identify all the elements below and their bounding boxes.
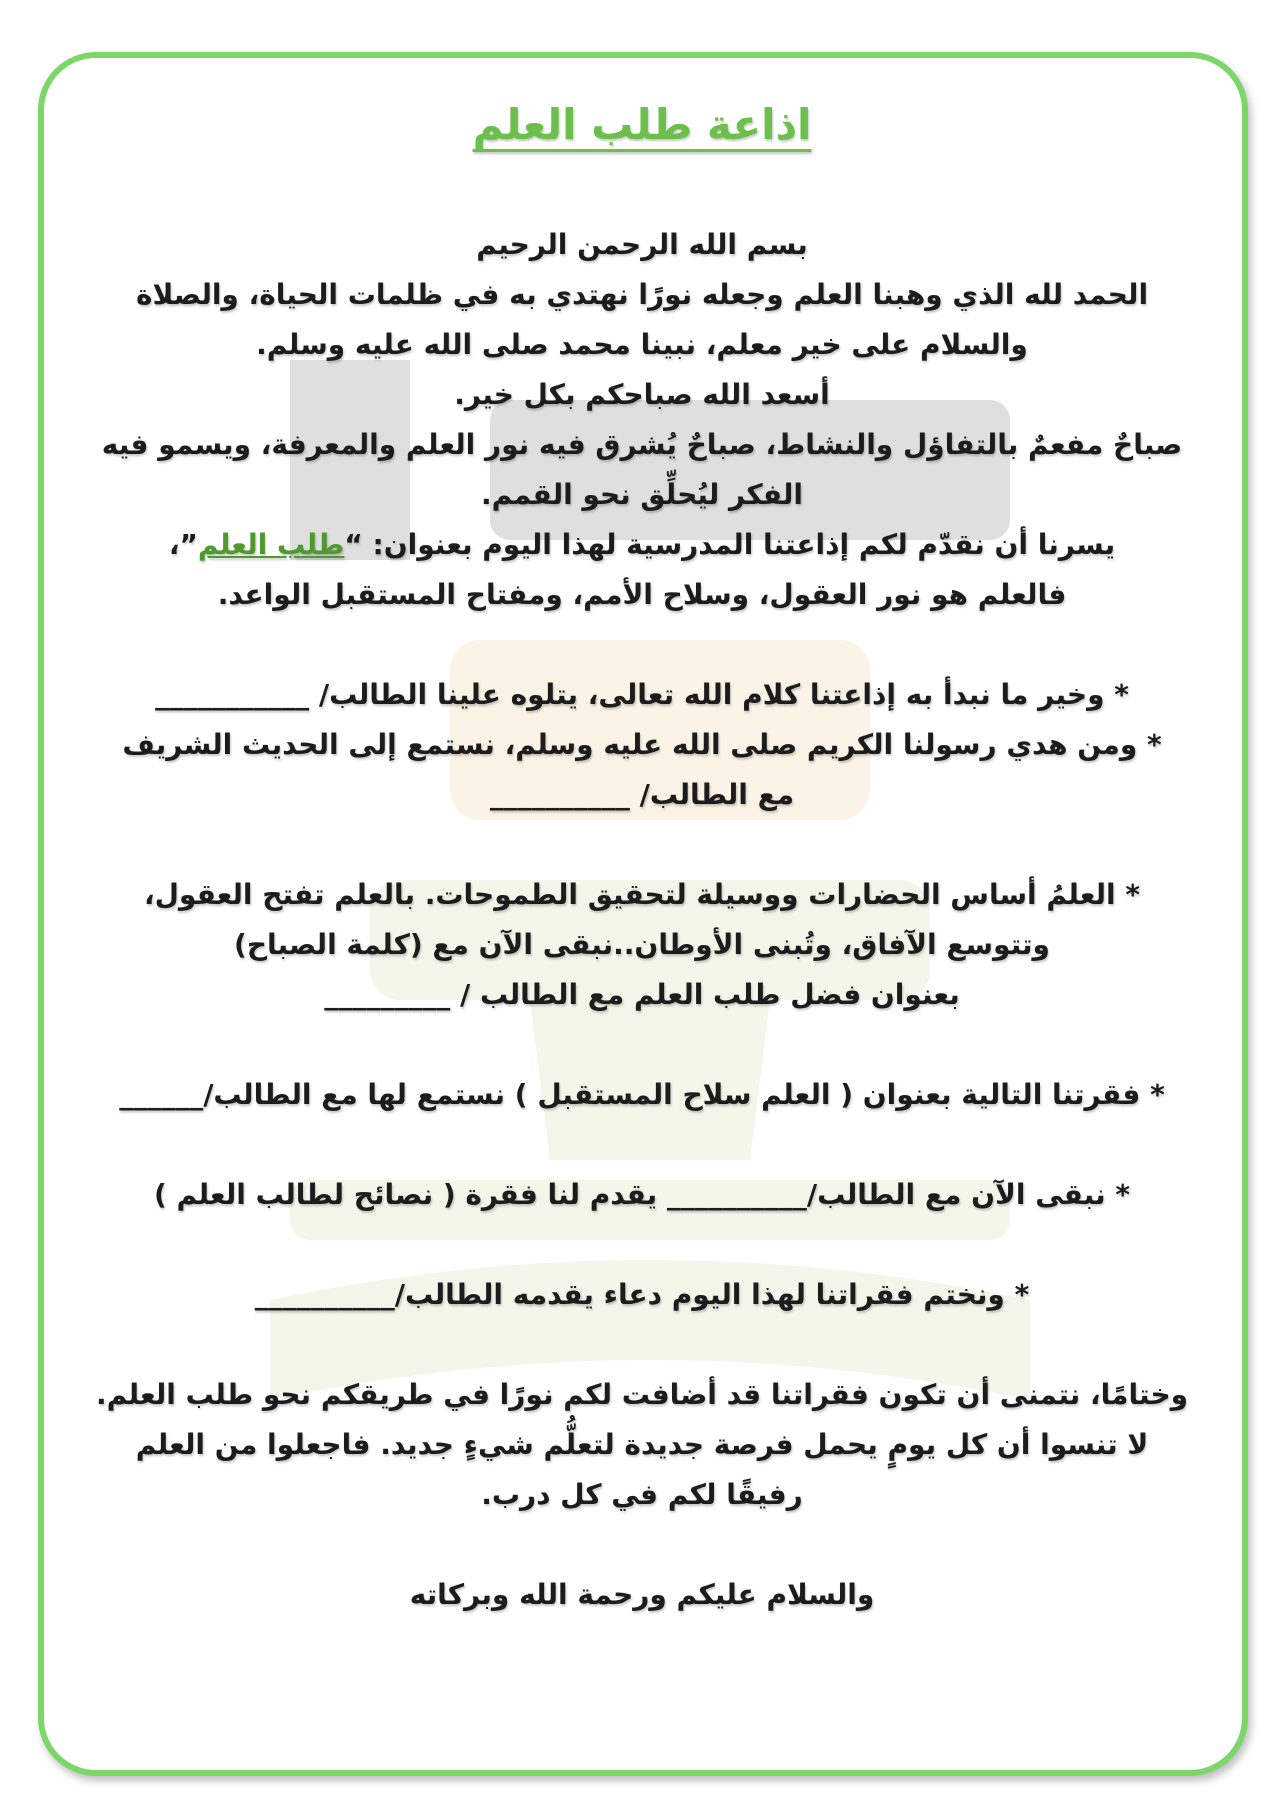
segment-advice: * نبقى الآن مع الطالب/__________ يقدم لنا فقرة ( نصائح لطالب العلم ) bbox=[153, 1178, 1131, 1211]
page-title: اذاعة طلب العلم bbox=[472, 100, 812, 149]
intro-line-2: والسلام على خير معلم، نبينا محمد صلى الله عليه وسلم. bbox=[256, 328, 1028, 361]
intro-line-6-before: يسرنا أن نقدّم لكم إذاعتنا المدرسية لهذا اليوم بعنوان: “ bbox=[344, 528, 1116, 561]
closing-line-3: رفيقًا لكم في كل درب. bbox=[481, 1478, 803, 1511]
segment-hadith-line-2: مع الطالب/ __________ bbox=[489, 778, 795, 811]
closing-line-2: لا تنسوا أن كل يومٍ يحمل فرصة جديدة لتعلُّم شيءٍ جديد. فاجعلوا من العلم bbox=[135, 1428, 1149, 1461]
intro-line-4: صباحٌ مفعمٌ بالتفاؤل والنشاط، صباحٌ يُشرق فيه نور العلم والمعرفة، ويسمو فيه bbox=[101, 428, 1183, 461]
segment-morning-line-1: * العلمُ أساس الحضارات ووسيلة لتحقيق الطموحات. بالعلم تفتح العقول، bbox=[143, 878, 1141, 911]
segment-next: * فقرتنا التالية بعنوان ( العلم سلاح المستقبل ) نستمع لها مع الطالب/______ bbox=[119, 1078, 1165, 1111]
intro-line-5: الفكر ليُحلِّق نحو القمم. bbox=[481, 478, 803, 511]
segment-morning-line-2: وتتوسع الآفاق، وتُبنى الأوطان..نبقى الآن مع (كلمة الصباح) bbox=[234, 928, 1050, 961]
highlight-title: طلب العلم bbox=[197, 528, 345, 561]
intro-line-6 bbox=[70, 520, 1214, 570]
farewell: والسلام عليكم ورحمة الله وبركاته bbox=[409, 1578, 875, 1611]
intro-line-6-after: ”، bbox=[168, 528, 198, 561]
segment-morning-line-3: بعنوان فضل طلب العلم مع الطالب / _________ bbox=[324, 978, 960, 1011]
segment-quran: * وخير ما نبدأ به إذاعتنا كلام الله تعالى، يتلوه علينا الطالب/ ___________ bbox=[155, 678, 1129, 711]
broadcast-content bbox=[70, 80, 1214, 1620]
segment-hadith-line-1: * ومن هدي رسولنا الكريم صلى الله عليه وسلم، نستمع إلى الحديث الشريف bbox=[122, 728, 1162, 761]
intro-line-1: الحمد لله الذي وهبنا العلم وجعله نورًا نهتدي به في ظلمات الحياة، والصلاة bbox=[135, 278, 1149, 311]
closing-line-1: وختامًا، نتمنى أن تكون فقراتنا قد أضافت لكم نورًا في طريقكم نحو طلب العلم. bbox=[95, 1378, 1189, 1411]
intro-line-7: فالعلم هو نور العقول، وسلاح الأمم، ومفتاح المستقبل الواعد. bbox=[217, 578, 1067, 611]
segment-dua: * ونختم فقراتنا لهذا اليوم دعاء يقدمه الطالب/__________ bbox=[254, 1278, 1030, 1311]
basmala: بسم الله الرحمن الرحيم bbox=[476, 228, 808, 261]
intro-line-3: أسعد الله صباحكم بكل خير. bbox=[454, 378, 830, 411]
